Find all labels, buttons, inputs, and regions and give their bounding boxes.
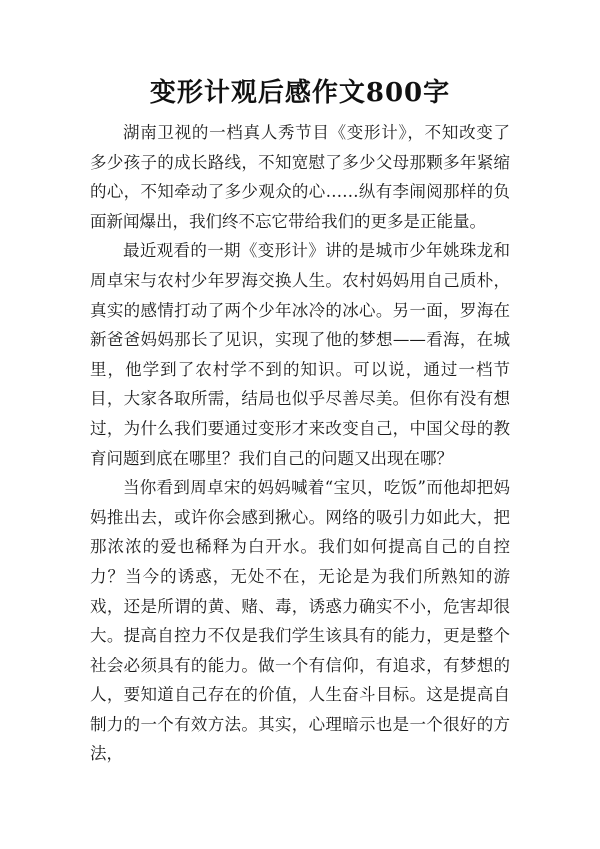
paragraph-2: 最近观看的一期《变形计》讲的是城市少年姚珠龙和周卓宋与农村少年罗海交换人生。农村妈妈用自己质朴，真实的感情打动了两个少年冰冷的冰心。另一面，罗海在新爸爸妈妈那长了见识，实现了他的梦想——看海，在城里，他学到了农村学不到的知识。可以说，通过一档节目，大家各取所需，结局也似乎尽善尽美。但你有没有想过，为什么我们要通过变形才来改变自己，中国父母的教育问题到底在哪里？我们自己的问题又出现在哪？ [90, 241, 510, 468]
paragraph-3: 当你看到周卓宋的妈妈喊着“宝贝，吃饭”而他却把妈妈推出去，或许你会感到揪心。网络的吸引力如此大，把那浓浓的爱也稀释为白开水。我们如何提高自己的自控力？当今的诱惑，无处不在，无论是为我们所熟知的游戏，还是所谓的黄、赌、毒，诱惑力确实不小，危害却很大。提高自控力不仅是我们学生该具有的能力，更是整个社会必须具有的能力。做一个有信仰，有追求，有梦想的人，要知道自己存在的价值，人生奋斗目标。这是提高自制力的一个有效方法。其实，心理暗示也是一个很好的方法， [90, 478, 510, 764]
document-body [90, 118, 510, 769]
paragraph-1: 湖南卫视的一档真人秀节目《变形计》，不知改变了多少孩子的成长路线，不知宽慰了多少父母那颗多年紧缩的心，不知牵动了多少观众的心……纵有李闹阅那样的负面新闻爆出，我们终不忘它带给我们的更多是正能量。 [90, 123, 510, 231]
document-title: 变形计观后感作文800字 [149, 78, 451, 108]
